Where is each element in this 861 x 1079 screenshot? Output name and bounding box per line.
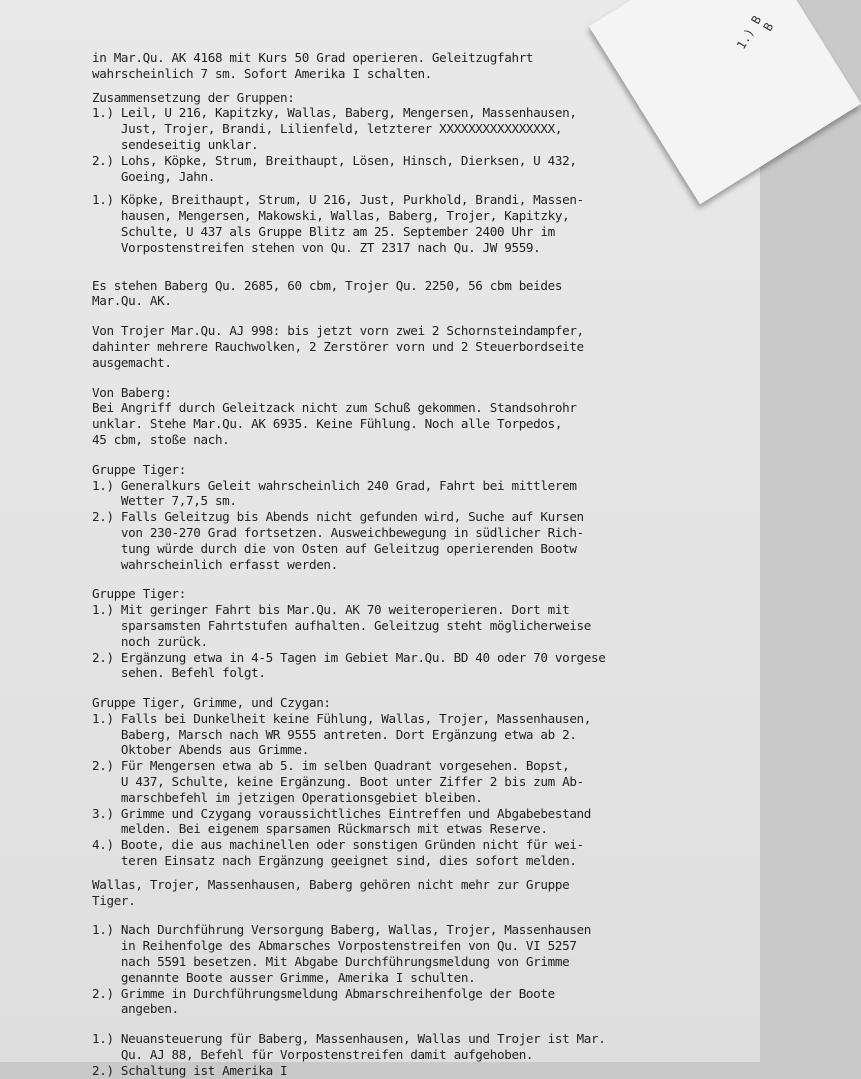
paragraph-gap: [92, 908, 742, 922]
text-line: ausgemacht.: [92, 354, 172, 370]
paragraph: [92, 192, 742, 255]
corner-marginal-note: 1.) B B: [734, 13, 777, 59]
paragraph-gap: [92, 371, 742, 385]
paragraph: [92, 695, 742, 869]
text-line: 1.) Neuansteuerung für Baberg, Massenhausen, Wallas und Trojer ist Mar.: [92, 1031, 606, 1047]
text-line: Gruppe Tiger:: [92, 461, 187, 477]
text-line: 2.) Schaltung ist Amerika I: [92, 1062, 288, 1078]
paragraph-gap: [92, 448, 742, 462]
paragraph-gap: [92, 1017, 742, 1031]
paragraph-gap: [92, 572, 742, 586]
text-line: Mar.Qu. AK.: [92, 293, 172, 309]
text-line: Tiger.: [92, 892, 136, 908]
text-line: Wetter 7,7,5 sm.: [92, 493, 237, 509]
text-line: Es stehen Baberg Qu. 2685, 60 cbm, Trojer Qu. 2250, 56 cbm beides: [92, 277, 563, 293]
paragraph: [92, 586, 742, 681]
text-line: Vorpostenstreifen stehen von Qu. ZT 2317 nach Qu. JW 9559.: [92, 239, 541, 255]
text-line: tung würde durch die von Osten auf Geleitzug operierenden Bootw: [92, 540, 577, 556]
text-line: 2.) Grimme in Durchführungsmeldung Abmarschreihenfolge der Boote: [92, 985, 555, 1001]
text-line: Zusammensetzung der Gruppen:: [92, 89, 295, 105]
text-line: wahrscheinlich 7 sm. Sofort Amerika I schalten.: [92, 65, 432, 81]
text-line: U 437, Schulte, keine Ergänzung. Boot unter Ziffer 2 bis zum Ab-: [92, 774, 584, 790]
text-line: marschbefehl im jetzigen Operationsgebiet bleiben.: [92, 789, 483, 805]
text-line: hausen, Mengersen, Makowski, Wallas, Baberg, Trojer, Kapitzky,: [92, 208, 570, 224]
text-line: 1.) Leil, U 216, Kapitzky, Wallas, Baberg, Mengersen, Massenhausen,: [92, 105, 577, 121]
text-line: unklar. Stehe Mar.Qu. AK 6935. Keine Fühlung. Noch alle Torpedos,: [92, 416, 563, 432]
paragraph-gap: [92, 256, 742, 278]
text-line: Von Baberg:: [92, 384, 172, 400]
text-line: dahinter mehrere Rauchwolken, 2 Zerstörer vorn und 2 Steuerbordseite: [92, 338, 584, 354]
text-line: melden. Bei eigenem sparsamen Rückmarsch mit etwas Reserve.: [92, 821, 548, 837]
paragraph-gap: [92, 681, 742, 695]
text-line: teren Einsatz nach Ergänzung geeignet sind, dies sofort melden.: [92, 853, 577, 869]
paragraph: [92, 877, 742, 909]
text-line: Gruppe Tiger:: [92, 586, 187, 602]
text-line: 1.) Generalkurs Geleit wahrscheinlich 240 Grad, Fahrt bei mittlerem: [92, 477, 577, 493]
text-line: 2.) Für Mengersen etwa ab 5. im selben Quadrant vorgesehen. Bopst,: [92, 758, 570, 774]
text-line: Baberg, Marsch nach WR 9555 antreten. Dort Ergänzung etwa ab 2.: [92, 726, 577, 742]
paragraph: [92, 323, 742, 370]
paragraph-gap: [92, 184, 742, 192]
text-line: Schulte, U 437 als Gruppe Blitz am 25. September 2400 Uhr im: [92, 223, 555, 239]
text-line: 1.) Mit geringer Fahrt bis Mar.Qu. AK 70 weiteroperieren. Dort mit: [92, 602, 570, 618]
text-line: Just, Trojer, Brandi, Lilienfeld, letzterer XXXXXXXXXXXXXXXX,: [92, 121, 563, 137]
text-line: Goeing, Jahn.: [92, 168, 215, 184]
text-line: sendeseitig unklar.: [92, 136, 259, 152]
text-line: 2.) Falls Geleitzug bis Abends nicht gefunden wird, Suche auf Kursen: [92, 509, 584, 525]
paragraph-gap: [92, 309, 742, 323]
text-line: genannte Boote ausser Grimme, Amerika I schulten.: [92, 969, 476, 985]
text-line: 4.) Boote, die aus machinellen oder sonstigen Gründen nicht für wei-: [92, 837, 584, 853]
text-line: wahrscheinlich erfasst werden.: [92, 556, 338, 572]
text-line: 2.) Lohs, Köpke, Strum, Breithaupt, Lösen, Hinsch, Dierksen, U 432,: [92, 152, 577, 168]
text-line: Wallas, Trojer, Massenhausen, Baberg gehören nicht mehr zur Gruppe: [92, 876, 570, 892]
paragraph: [92, 90, 742, 185]
paragraph: [92, 278, 742, 310]
paragraph: [92, 462, 742, 573]
text-line: 1.) Falls bei Dunkelheit keine Fühlung, Wallas, Trojer, Massenhausen,: [92, 710, 592, 726]
paragraph: [92, 1031, 742, 1078]
paragraph: [92, 922, 742, 1017]
text-line: Qu. AJ 88, Befehl für Vorpostenstreifen damit aufgehoben.: [92, 1047, 534, 1063]
text-line: 1.) Köpke, Breithaupt, Strum, U 216, Just, Purkhold, Brandi, Massen-: [92, 192, 584, 208]
text-line: in Mar.Qu. AK 4168 mit Kurs 50 Grad operieren. Geleitzugfahrt: [92, 50, 534, 65]
text-line: in Reihenfolge des Abmarsches Vorpostenstreifen von Qu. VI 5257: [92, 938, 577, 954]
text-line: 45 cbm, stoße nach.: [92, 431, 230, 447]
typewritten-text-body: [92, 50, 742, 1079]
text-line: Von Trojer Mar.Qu. AJ 998: bis jetzt vorn zwei 2 Schornsteindampfer,: [92, 323, 584, 339]
text-line: sehen. Befehl folgt.: [92, 665, 266, 681]
text-line: noch zurück.: [92, 633, 208, 649]
paragraph: [92, 385, 742, 448]
text-line: Oktober Abends aus Grimme.: [92, 742, 309, 758]
text-line: 2.) Ergänzung etwa in 4-5 Tagen im Gebiet Mar.Qu. BD 40 oder 70 vorgese: [92, 649, 606, 665]
text-line: Gruppe Tiger, Grimme, und Czygan:: [92, 695, 331, 711]
text-line: nach 5591 besetzen. Mit Abgabe Durchführungsmeldung von Grimme: [92, 954, 570, 970]
text-line: Bei Angriff durch Geleitzack nicht zum Schuß gekommen. Standsohrohr: [92, 400, 577, 416]
text-line: angeben.: [92, 1001, 179, 1017]
paragraph-gap: [92, 82, 742, 90]
text-line: 3.) Grimme und Czygang voraussichtliches Eintreffen und Abgabebestand: [92, 805, 592, 821]
text-line: von 230-270 Grad fortsetzen. Ausweichbewegung in südlicher Rich-: [92, 524, 584, 540]
paragraph: [92, 50, 742, 82]
text-line: sparsamsten Fahrtstufen aufhalten. Geleitzug steht möglicherweise: [92, 617, 592, 633]
paragraph-gap: [92, 869, 742, 877]
text-line: 1.) Nach Durchführung Versorgung Baberg, Wallas, Trojer, Massenhausen: [92, 922, 592, 938]
